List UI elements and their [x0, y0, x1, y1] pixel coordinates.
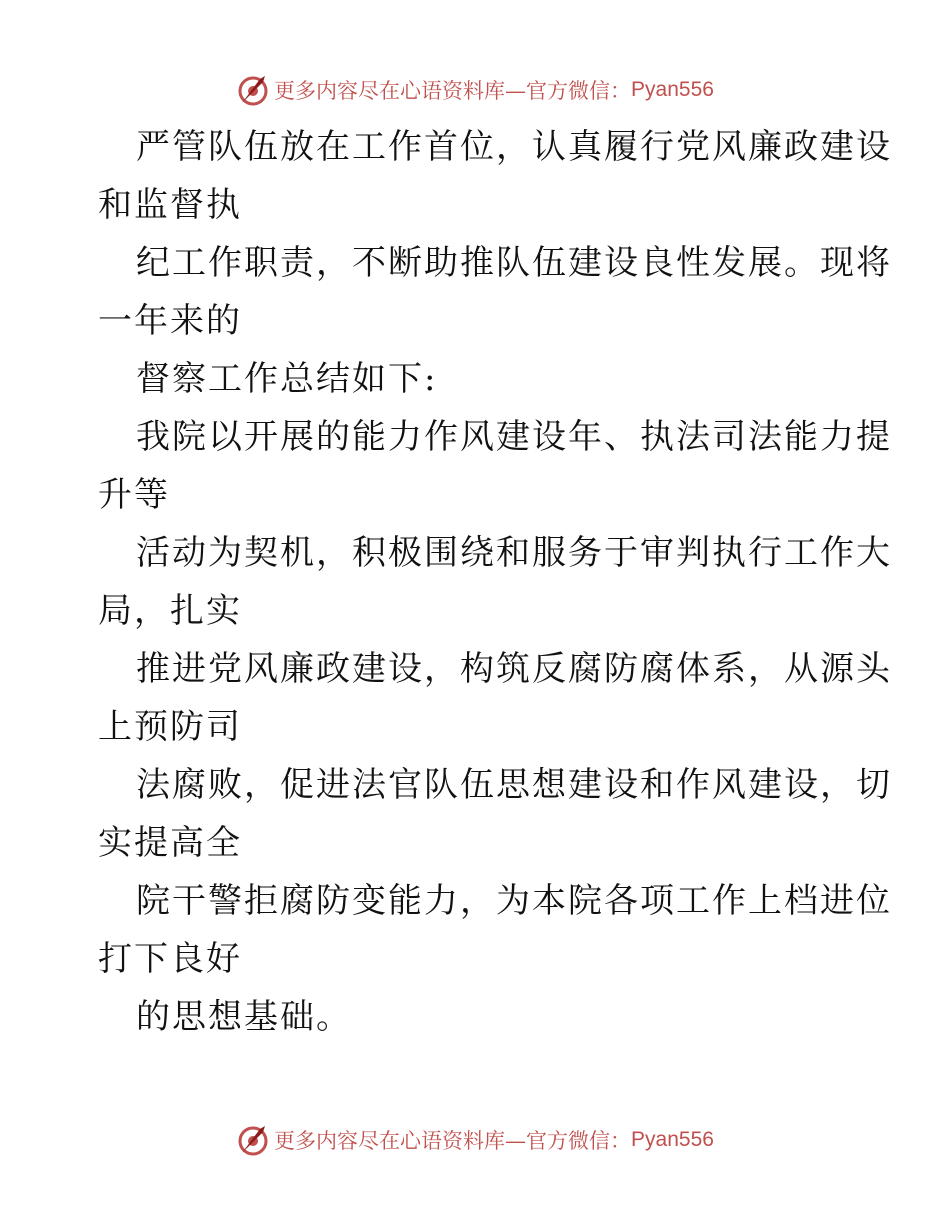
- watermark-wechat-id: Pyan556: [631, 78, 714, 101]
- text-line: 局，扎实: [98, 591, 242, 631]
- text-line: 院干警拒腐防变能力，为本院各项工作上档进位: [136, 881, 892, 921]
- header-watermark: [0, 70, 950, 110]
- text-line: 打下良好: [98, 939, 242, 979]
- text-line: 活动为契机，积极围绕和服务于审判执行工作大: [136, 533, 892, 573]
- document-body: [98, 118, 892, 1046]
- text-line: 实提高全: [98, 823, 242, 863]
- text-line: 严管队伍放在工作首位，认真履行党风廉政建设: [136, 127, 892, 167]
- quill-logo-icon: [236, 1123, 270, 1157]
- text-line: 上预防司: [98, 707, 242, 747]
- watermark-text: 更多内容尽在心语资料库—官方微信：: [274, 79, 632, 103]
- text-line: 纪工作职责，不断助推队伍建设良性发展。现将: [136, 243, 892, 283]
- text-line: 推进党风廉政建设，构筑反腐防腐体系，从源头: [136, 649, 892, 689]
- footer-watermark: [0, 1120, 950, 1160]
- quill-logo-icon: [236, 73, 270, 107]
- text-line: 我院以开展的能力作风建设年、执法司法能力提: [136, 417, 892, 457]
- watermark-text: 更多内容尽在心语资料库—官方微信：: [274, 1129, 632, 1153]
- text-line: 和监督执: [98, 185, 242, 225]
- text-line: 升等: [98, 475, 170, 515]
- text-line: 一年来的: [98, 301, 242, 341]
- text-line: 督察工作总结如下:: [136, 359, 438, 399]
- text-line: 法腐败，促进法官队伍思想建设和作风建设，切: [136, 765, 892, 805]
- text-line: 的思想基础。: [136, 997, 352, 1037]
- watermark-wechat-id: Pyan556: [631, 1128, 714, 1151]
